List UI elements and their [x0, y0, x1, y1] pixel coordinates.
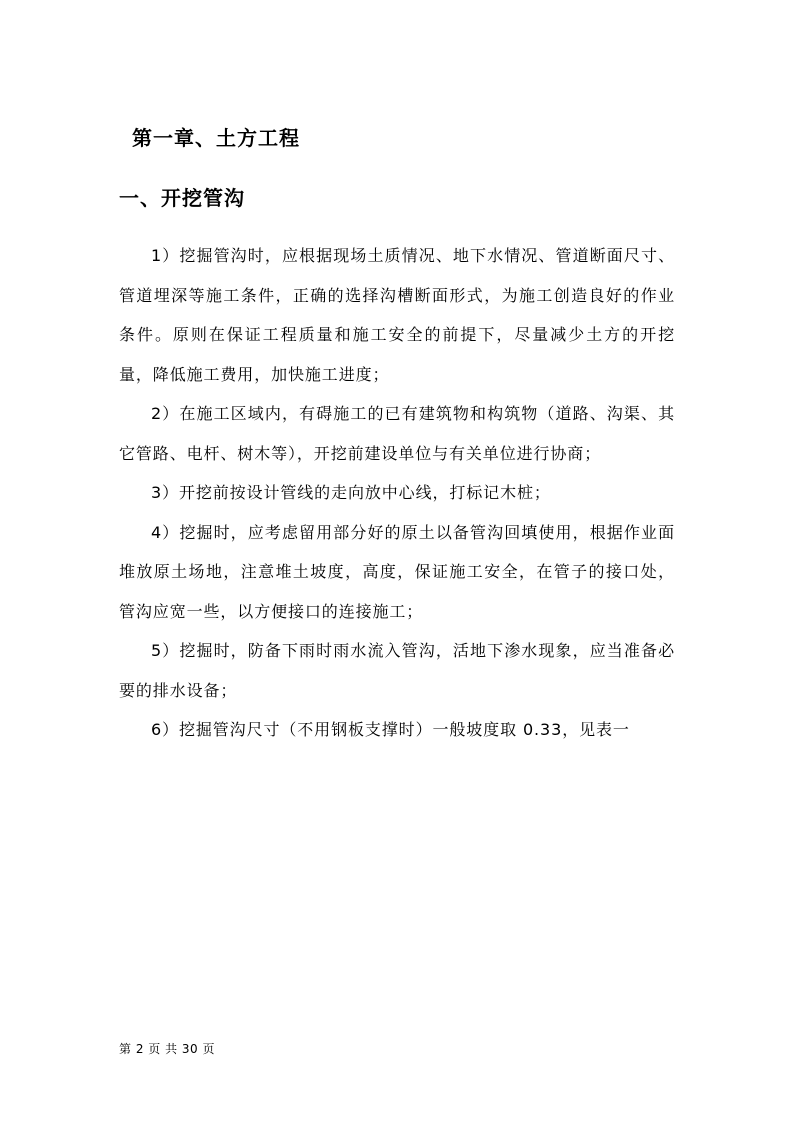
paragraph-2: 2）在施工区域内，有碍施工的已有建筑物和构筑物（道路、沟渠、其它管路、电杆、树木等），开挖前建设单位与有关单位进行协商；	[119, 404, 675, 463]
chapter-title: 第一章、土方工程	[132, 126, 300, 150]
paragraph-4: 4）挖掘时，应考虑留用部分好的原土以备管沟回填使用，根据作业面堆放原土场地，注意堆土坡度，高度，保证施工安全，在管子的接口处，管沟应宽一些，以方便接口的连接施工；	[119, 522, 675, 621]
paragraph-3: 3）开挖前按设计管线的走向放中心线，打标记木桩；	[151, 483, 551, 502]
paragraph-6: 6）挖掘管沟尺寸（不用钢板支撑时）一般坡度取 0.33，见表一	[151, 720, 630, 739]
paragraph-5: 5）挖掘时，防备下雨时雨水流入管沟，活地下渗水现象，应当准备必要的排水设备；	[119, 641, 675, 700]
paragraph-1: 1）挖掘管沟时，应根据现场土质情况、地下水情况、管道断面尺寸、管道埋深等施工条件，正确的选择沟槽断面形式，为施工创造良好的作业条件。原则在保证工程质量和施工安全的前提下，尽量减少土方的开挖量，降低施工费用，加快施工进度；	[119, 246, 675, 384]
body-text	[119, 236, 675, 750]
section-title: 一、开挖管沟	[119, 186, 245, 210]
page-number-footer: 第 2 页 共 30 页	[119, 1042, 215, 1056]
